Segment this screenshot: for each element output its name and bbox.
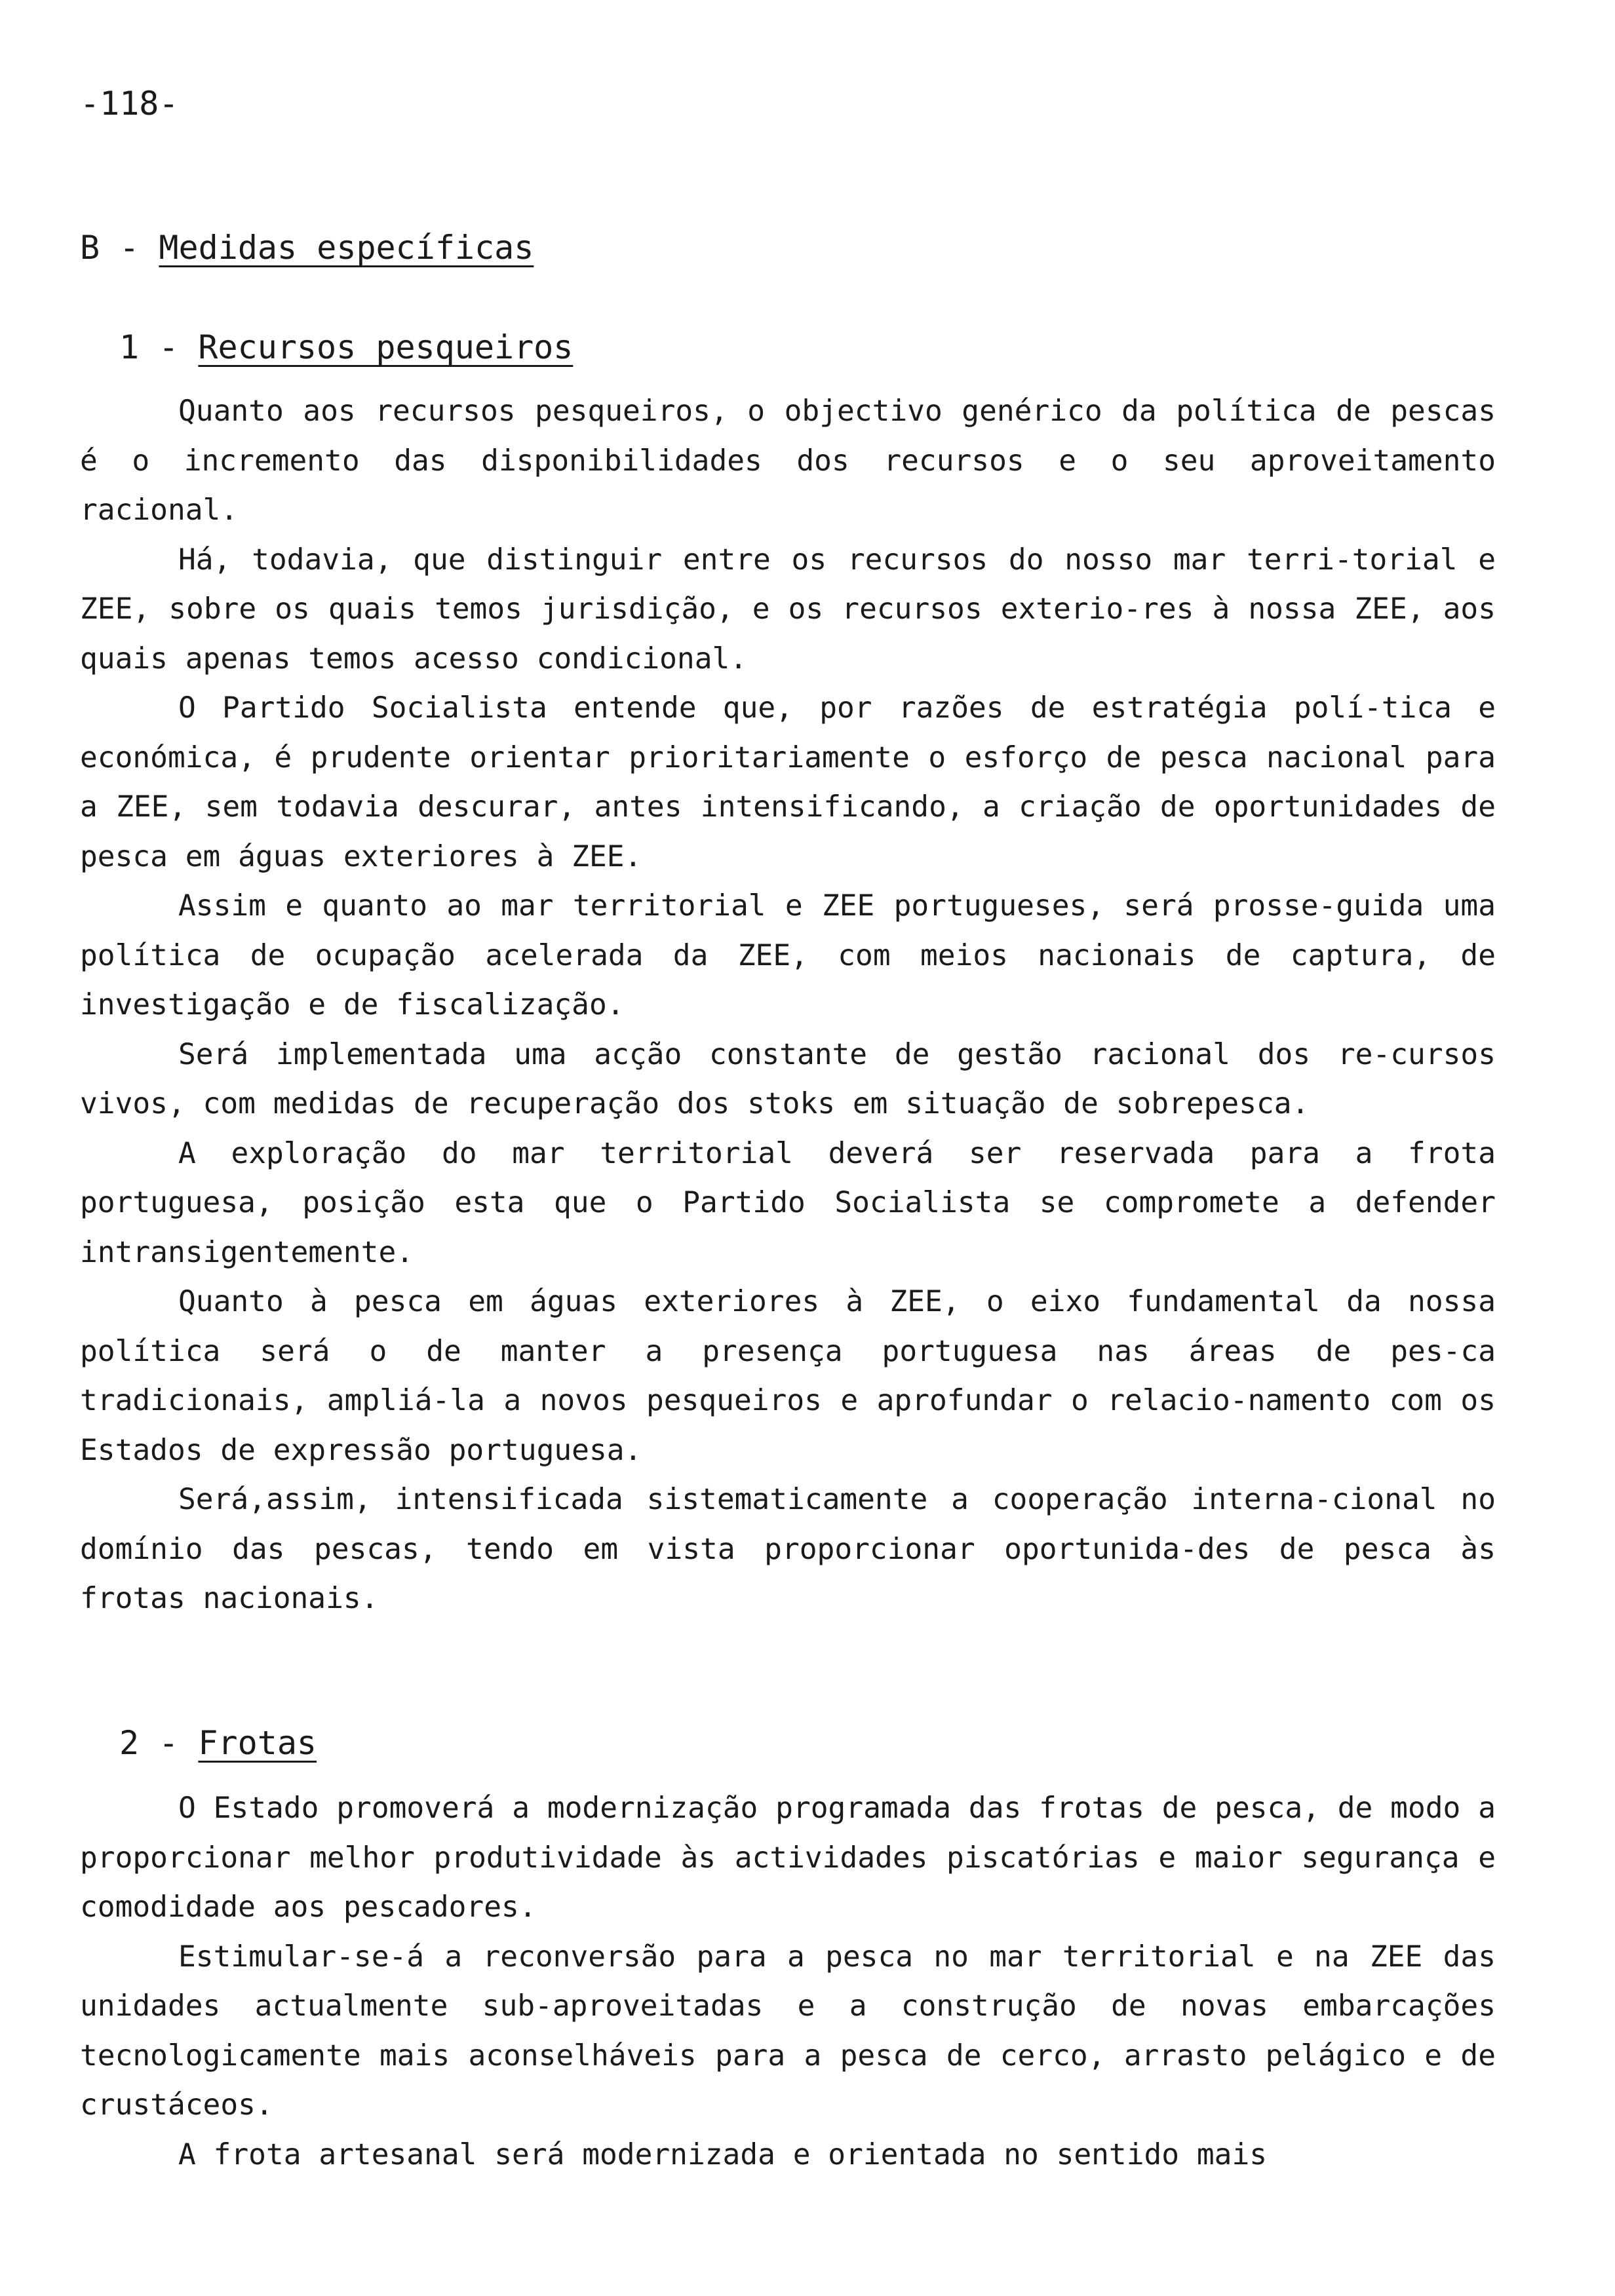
paragraph: O Partido Socialista entende que, por razões de estratégia polí-tica e económica, é prudente orientar prioritariamente o esforço de pesca nacional para a ZEE, sem todavia descurar, antes intensificando, a criação de oportunidades de pesca em águas exteriores à ZEE. xyxy=(80,691,1496,873)
subsection-1-body xyxy=(80,387,1496,1624)
paragraph: Será,assim, intensificada sistematicamente a cooperação interna-cional no domínio das pescas, tendo em vista proporcionar oportunida-des de pesca às frotas nacionais. xyxy=(80,1483,1496,1615)
paragraph: Estimular-se-á a reconversão para a pesca no mar territorial e na ZEE das unidades actualmente sub-aproveitadas e a construção de novas embarcações tecnologicamente mais aconselháveis para a pesca de cerco, arrasto pelágico e de crustáceos. xyxy=(80,1940,1496,2122)
paragraph: A frota artesanal será modernizada e orientada no sentido mais xyxy=(178,2137,1268,2172)
paragraph: Há, todavia, que distinguir entre os recursos do nosso mar terri-torial e ZEE, sobre os quais temos jurisdição, e os recursos exterio-res à nossa ZEE, aos quais apenas temos acesso condicional. xyxy=(80,543,1496,676)
subsection-2-number: 2 - xyxy=(119,1724,179,1762)
section-letter: B - xyxy=(80,229,140,267)
paragraph: A exploração do mar territorial deverá ser reservada para a frota portuguesa, posição esta que o Partido Socialista se compromete a defender intransigentemente. xyxy=(80,1136,1496,1269)
subsection-1-title: Recursos pesqueiros xyxy=(198,328,574,366)
subsection-2-heading xyxy=(119,1723,317,1763)
page-number: -118- xyxy=(80,85,179,123)
subsection-1-heading xyxy=(119,328,573,367)
subsection-2-body xyxy=(80,1784,1496,2179)
paragraph: Será implementada uma acção constante de gestão racional dos re-cursos vivos, com medidas de recuperação dos stoks em situação de sobrepesca. xyxy=(80,1037,1496,1120)
section-title: Medidas específicas xyxy=(159,229,534,267)
subsection-1-number: 1 - xyxy=(119,328,179,366)
paragraph: Quanto aos recursos pesqueiros, o objectivo genérico da política de pescas é o incremento das disponibilidades dos recursos e o seu aproveitamento racional. xyxy=(80,394,1496,527)
section-heading xyxy=(80,228,534,267)
paragraph: O Estado promoverá a modernização programada das frotas de pesca, de modo a proporcionar melhor produtividade às actividades piscatórias e maior segurança e comodidade aos pescadores. xyxy=(80,1791,1496,1924)
paragraph: Assim e quanto ao mar territorial e ZEE portugueses, será prosse-guida uma política de ocupação acelerada da ZEE, com meios nacionais de captura, de investigação e de fiscalização. xyxy=(80,889,1496,1022)
subsection-2-title: Frotas xyxy=(198,1724,317,1762)
paragraph: Quanto à pesca em águas exteriores à ZEE, o eixo fundamental da nossa política será o de manter a presença portuguesa nas áreas de pes-ca tradicionais, ampliá-la a novos pesqueiros e aprofundar o relacio-namento com os Estados de expressão portuguesa. xyxy=(80,1285,1496,1467)
